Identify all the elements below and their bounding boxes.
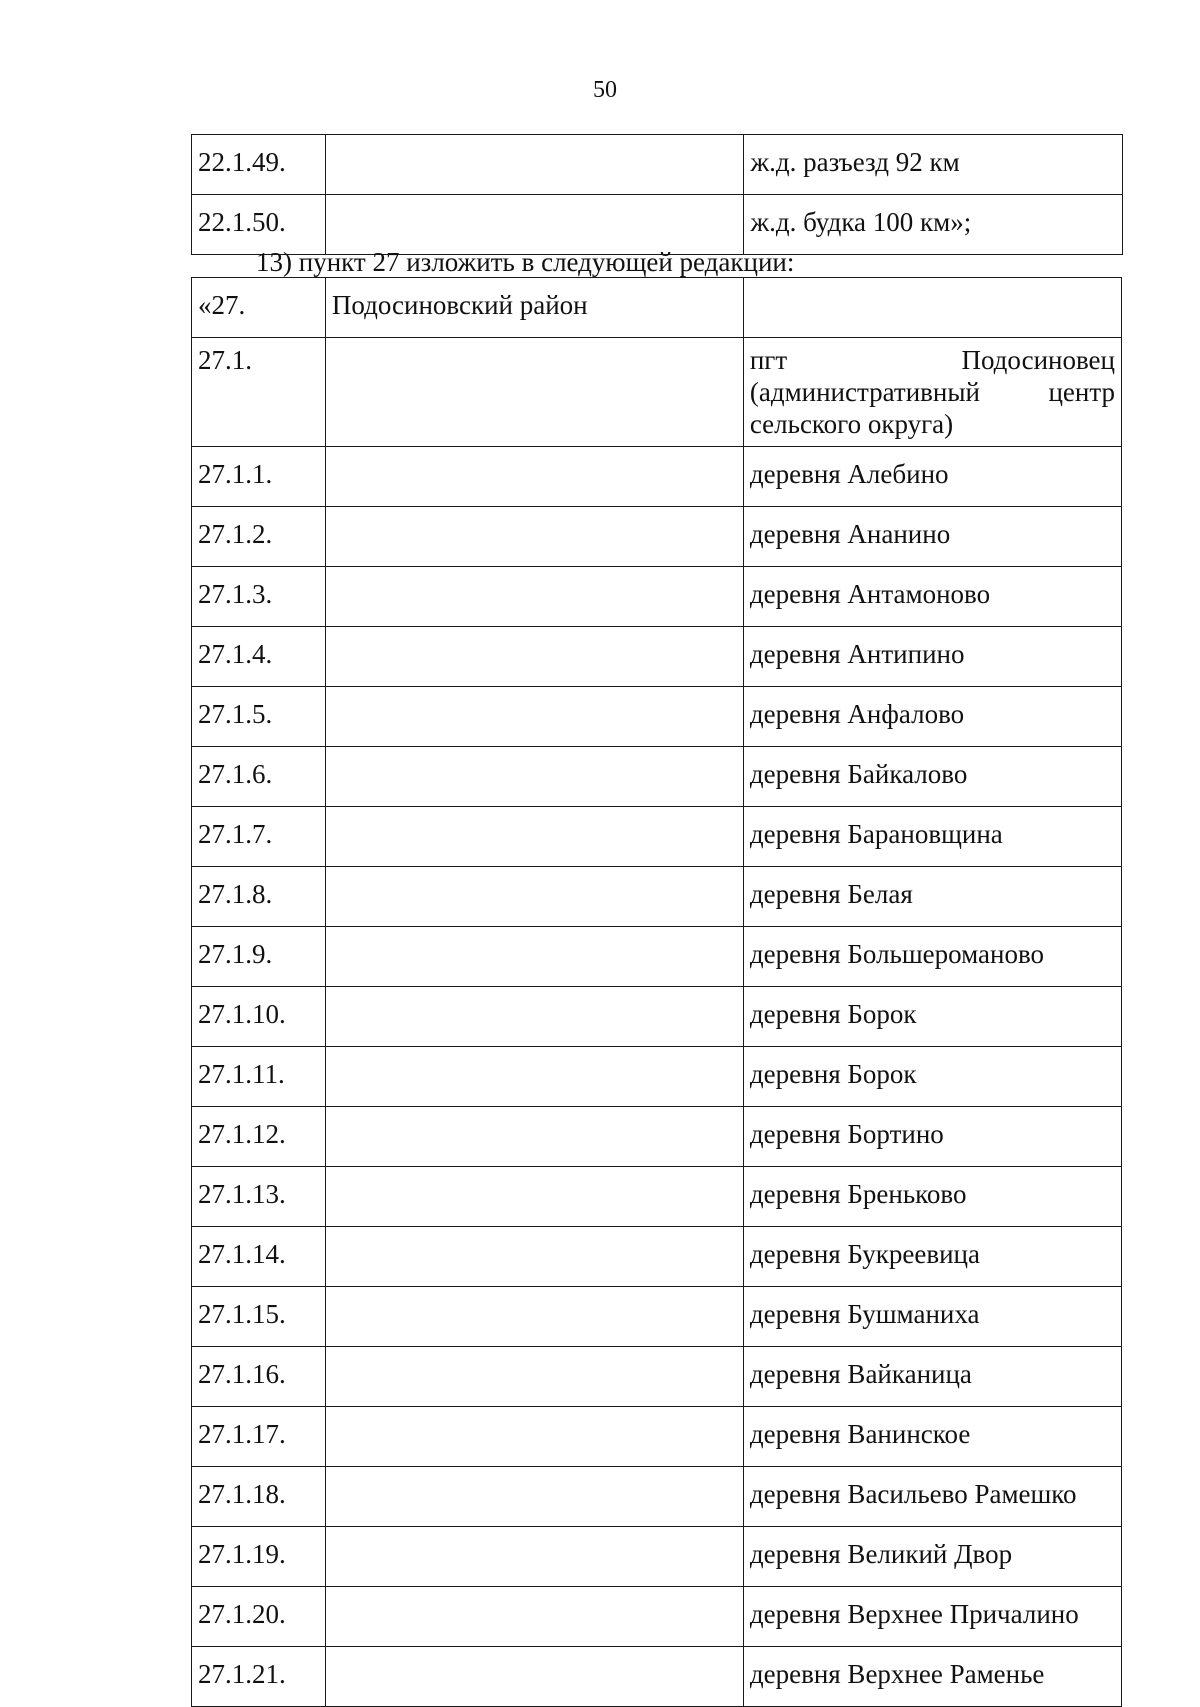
row-number: 27.1.18. [192,1467,326,1527]
table-row [192,507,1122,567]
district-cell [325,447,743,507]
place-name [743,278,1121,338]
place-name: деревня Антамоново [743,567,1121,627]
district-cell [325,567,743,627]
district-cell [325,507,743,567]
district-cell [325,1167,743,1227]
table-row [192,1407,1122,1467]
row-number: 22.1.50. [192,195,326,255]
admin-center-place [743,338,1121,447]
table-row [192,807,1122,867]
row-number: 27.1.12. [192,1107,326,1167]
row-number: 27.1.13. [192,1167,326,1227]
district-cell [325,867,743,927]
table-row [192,627,1122,687]
place-name: деревня Белая [743,867,1121,927]
district-cell [325,807,743,867]
table-row [192,1467,1122,1527]
place-name: деревня Верхнее Раменье [743,1647,1121,1707]
table-row [192,1647,1122,1707]
row-number: 27.1.10. [192,987,326,1047]
district-cell [326,135,744,195]
table-row [192,1107,1122,1167]
row-number: 27.1.3. [192,567,326,627]
district-cell [325,1407,743,1467]
place-name: деревня Борок [743,987,1121,1047]
district-cell [325,1467,743,1527]
place-name: деревня Васильево Рамешко [743,1467,1121,1527]
table-row [192,1167,1122,1227]
table-row [192,747,1122,807]
place-name: деревня Анфалово [743,687,1121,747]
row-number: 27.1.7. [192,807,326,867]
row-number: 27.1. [192,338,326,447]
place-name: деревня Ванинское [743,1407,1121,1467]
district-cell [325,1287,743,1347]
table-row [192,867,1122,927]
admin-center-row [192,338,1122,447]
place-note: (административный [749,377,980,407]
table-row [192,447,1122,507]
row-number: 27.1.6. [192,747,326,807]
district-cell [325,338,743,447]
top-table-body [192,135,1123,255]
top-table [191,134,1123,255]
table-row [192,1527,1122,1587]
row-number: 27.1.16. [192,1347,326,1407]
row-number: «27. [192,278,326,338]
district-cell [325,987,743,1047]
page-number: 50 [593,77,617,103]
district-name: Подосиновский район [325,278,743,338]
row-number: 27.1.15. [192,1287,326,1347]
table-row [192,927,1122,987]
row-number: 27.1.19. [192,1527,326,1587]
table-row [192,567,1122,627]
row-number: 27.1.5. [192,687,326,747]
row-number: 27.1.8. [192,867,326,927]
row-number: 27.1.2. [192,507,326,567]
district-cell [325,927,743,987]
row-number: 27.1.9. [192,927,326,987]
district-cell [325,1587,743,1647]
place-note: сельского округа) [749,409,954,439]
row-number: 27.1.21. [192,1647,326,1707]
place-name: деревня Ананино [743,507,1121,567]
row-number: 22.1.49. [192,135,326,195]
place-name: деревня Борок [743,1047,1121,1107]
settlements-table [191,277,1122,1707]
table-row [192,987,1122,1047]
place-name: деревня Барановщина [743,807,1121,867]
place-note: центр [1048,377,1115,407]
row-number: 27.1.20. [192,1587,326,1647]
table-row [192,1227,1122,1287]
amendment-instruction: 13) пункт 27 изложить в следующей редакции: [256,247,795,277]
district-header-row [192,278,1122,338]
table-row [192,687,1122,747]
district-cell [325,687,743,747]
table-row [192,1587,1122,1647]
place-name: деревня Бортино [743,1107,1121,1167]
place-name: ж.д. разъезд 92 км [744,135,1123,195]
table-row [192,1347,1122,1407]
place-name: деревня Антипино [743,627,1121,687]
district-cell [325,1227,743,1287]
place-name: деревня Великий Двор [743,1527,1121,1587]
district-cell [325,1107,743,1167]
place-name: Подосиновец [961,345,1115,375]
settlements-table-body [192,278,1122,1707]
row-number: 27.1.4. [192,627,326,687]
place-name: деревня Букреевица [743,1227,1121,1287]
row-number: 27.1.14. [192,1227,326,1287]
district-cell [325,1527,743,1587]
place-name: ж.д. будка 100 км»; [744,195,1123,255]
place-name: деревня Бушманиха [743,1287,1121,1347]
district-cell [325,1347,743,1407]
place-name: деревня Алебино [743,447,1121,507]
table-row [192,135,1123,195]
district-cell [325,1647,743,1707]
district-cell [325,747,743,807]
row-number: 27.1.1. [192,447,326,507]
place-name: деревня Вайканица [743,1347,1121,1407]
table-row [192,1287,1122,1347]
place-name: деревня Большероманово [743,927,1121,987]
table-row [192,1047,1122,1107]
place-type: пгт [749,345,788,375]
row-number: 27.1.11. [192,1047,326,1107]
row-number: 27.1.17. [192,1407,326,1467]
district-cell [325,1047,743,1107]
place-name: деревня Верхнее Причалино [743,1587,1121,1647]
place-name: деревня Байкалово [743,747,1121,807]
district-cell [325,627,743,687]
place-name: деревня Бреньково [743,1167,1121,1227]
